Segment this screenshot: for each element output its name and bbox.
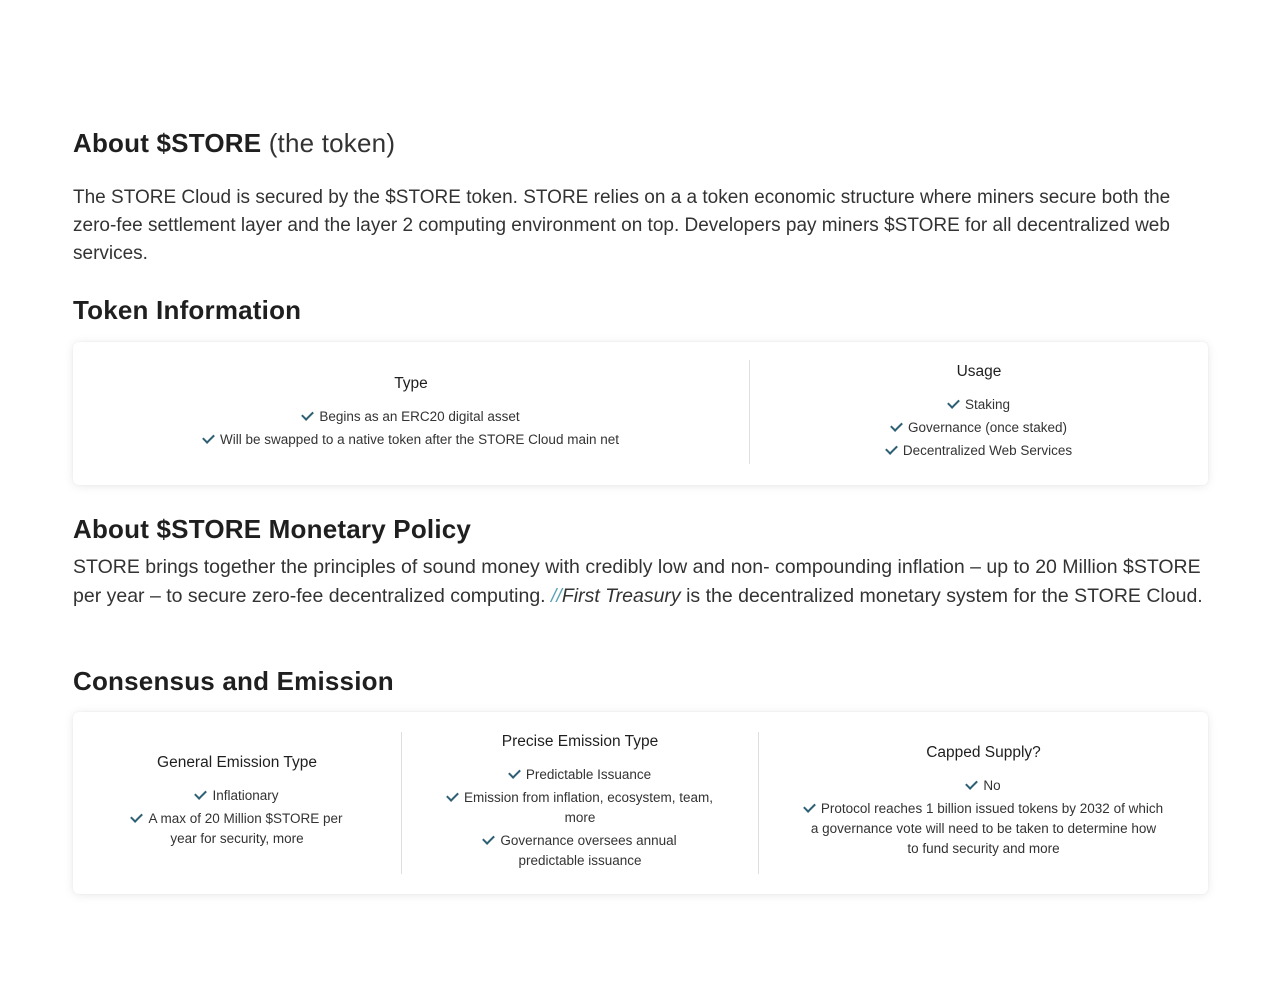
about-token-heading-light: (the token) bbox=[268, 128, 396, 158]
general-emission-title: General Emission Type bbox=[157, 754, 317, 771]
list-item-text: Will be swapped to a native token after the STORE Cloud main net bbox=[220, 431, 619, 447]
check-icon bbox=[131, 810, 144, 823]
list-item-text: Begins as an ERC20 digital asset bbox=[319, 408, 520, 424]
check-icon bbox=[947, 396, 960, 409]
list-item bbox=[465, 831, 695, 871]
monetary-policy-text: STORE brings together the principles of sound money with credibly low and non- compounding inflation – up to 20 Million $STORE per year – to secure zero-fee decentralized computing. bbox=[73, 556, 1201, 607]
precise-emission-list bbox=[445, 765, 715, 874]
check-icon bbox=[195, 787, 208, 800]
about-token-heading-bold: About $STORE bbox=[73, 128, 262, 158]
list-item-text: Inflationary bbox=[212, 788, 279, 803]
general-emission-column bbox=[73, 712, 401, 894]
list-item bbox=[966, 776, 1000, 796]
list-item-text: Staking bbox=[964, 397, 1010, 412]
capped-supply-list bbox=[804, 776, 1164, 862]
list-item-text: Protocol reaches 1 billion issued tokens by 2032 of which a governance vote will need to be taken to determine how to fund security and more bbox=[810, 801, 1164, 856]
list-item bbox=[804, 799, 1164, 859]
check-icon bbox=[202, 431, 215, 444]
monetary-policy-text-end: is the decentralized monetary system for the STORE Cloud. bbox=[680, 585, 1203, 607]
list-item-text: Emission from inflation, ecosystem, team, more bbox=[463, 789, 714, 825]
token-information-heading bbox=[73, 295, 301, 326]
about-token-heading bbox=[73, 128, 395, 159]
list-item bbox=[119, 809, 355, 849]
monetary-policy-title: About $STORE Monetary Policy bbox=[73, 514, 472, 544]
usage-column bbox=[750, 342, 1208, 485]
consensus-card bbox=[73, 712, 1208, 894]
usage-title: Usage bbox=[956, 363, 1002, 380]
list-item-text: No bbox=[983, 778, 1001, 793]
check-icon bbox=[965, 777, 978, 790]
monetary-policy-heading bbox=[73, 514, 471, 545]
consensus-heading bbox=[73, 666, 394, 697]
token-information-card bbox=[73, 342, 1208, 485]
slashes-mark: // bbox=[551, 585, 562, 607]
type-list bbox=[203, 407, 619, 453]
check-icon bbox=[446, 789, 459, 802]
type-title: Type bbox=[394, 374, 428, 392]
about-token-paragraph: The STORE Cloud is secured by the $STORE token. STORE relies on a a token economic structure where miners secure both the zero-fee settlement layer and the layer 2 computing environment on top. Developers pay miners $STORE for all decentralized web services. bbox=[73, 187, 1171, 264]
check-icon bbox=[508, 766, 521, 779]
list-item bbox=[509, 765, 651, 785]
check-icon bbox=[803, 800, 816, 813]
first-treasury-text: First Treasury bbox=[561, 585, 681, 607]
precise-emission-column bbox=[402, 712, 758, 894]
check-icon bbox=[482, 832, 495, 845]
precise-emission-title: Precise Emission Type bbox=[501, 732, 659, 750]
list-item-text: Governance (once staked) bbox=[907, 420, 1068, 435]
type-column bbox=[73, 342, 749, 485]
check-icon bbox=[885, 442, 898, 455]
list-item bbox=[886, 441, 1072, 461]
list-item bbox=[195, 786, 278, 806]
list-item-text: Decentralized Web Services bbox=[902, 443, 1073, 458]
monetary-policy-paragraph bbox=[73, 553, 1213, 611]
list-item bbox=[445, 788, 715, 828]
consensus-title: Consensus and Emission bbox=[73, 666, 394, 696]
list-item bbox=[302, 407, 519, 427]
check-icon bbox=[890, 419, 903, 432]
list-item-text: Governance oversees annual predictable issuance bbox=[500, 832, 677, 868]
list-item bbox=[203, 430, 619, 450]
check-icon bbox=[301, 408, 314, 421]
capped-supply-title: Capped Supply? bbox=[926, 744, 1041, 761]
general-emission-list bbox=[119, 786, 355, 852]
usage-list bbox=[886, 395, 1072, 464]
list-item bbox=[891, 418, 1067, 438]
list-item-text: A max of 20 Million $STORE per year for security, more bbox=[148, 811, 343, 846]
token-information-title: Token Information bbox=[73, 295, 302, 325]
list-item bbox=[948, 395, 1010, 415]
list-item-text: Predictable Issuance bbox=[525, 766, 652, 782]
capped-supply-column bbox=[759, 712, 1208, 894]
